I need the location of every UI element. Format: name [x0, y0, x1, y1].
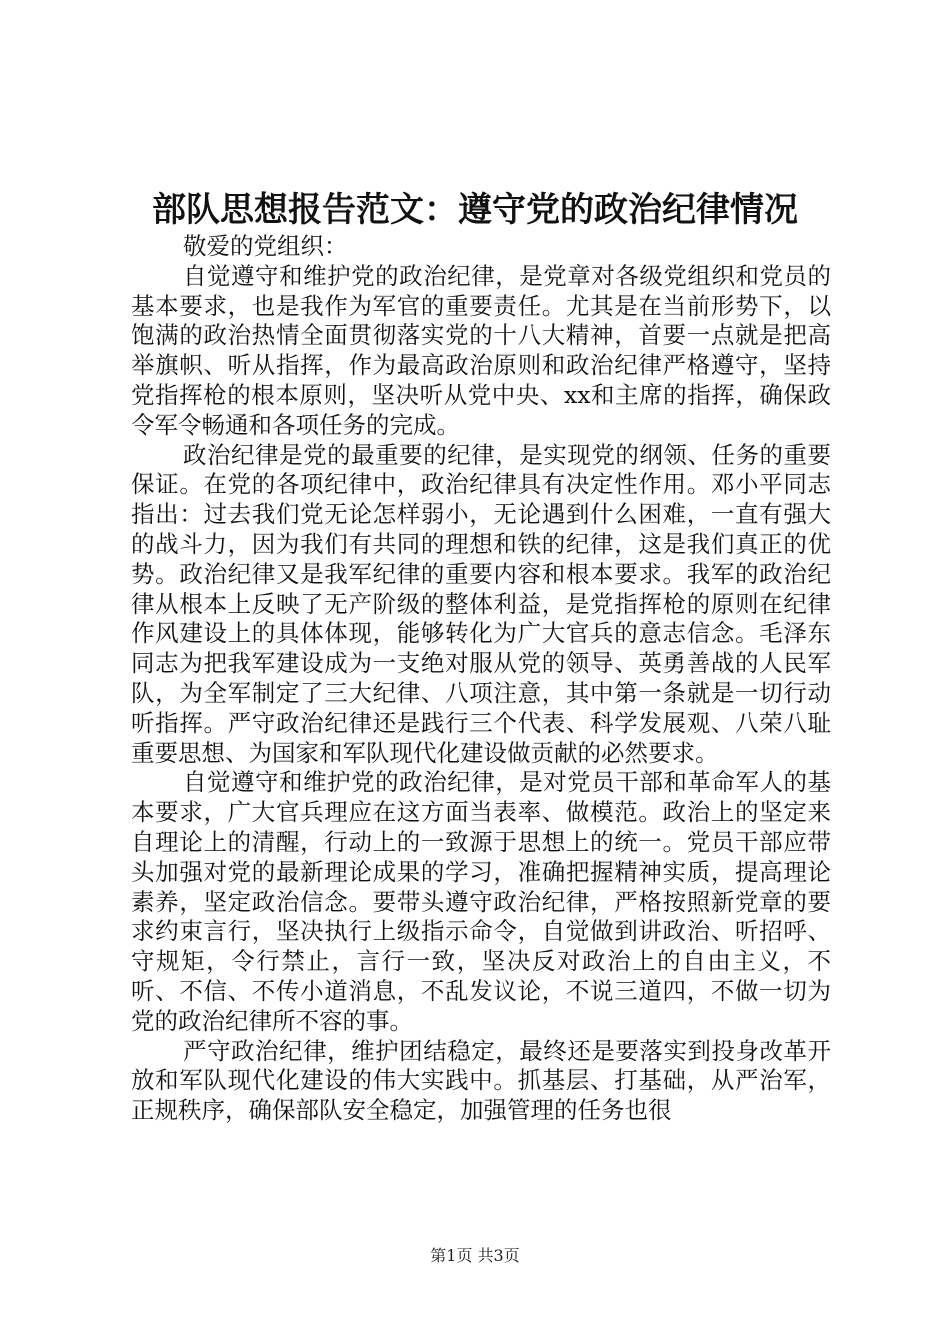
paragraph-1: 自觉遵守和维护党的政治纪律，是党章对各级党组织和党员的基本要求，也是我作为军官的重要责任。尤其是在当前形势下，以饱满的政治热情全面贯彻落实党的十八大精神，首要一点就是把高举旗帜、听从指挥，作为最高政治原则和政治纪律严格遵守，坚持党指挥枪的根本原则，坚决听从党中央、xx和主席的指挥，确保政令军令畅通和各项任务的完成。 [131, 261, 831, 439]
page-number-footer: 第1页 共3页 [430, 1246, 520, 1265]
document-body [131, 232, 831, 1126]
document-title: 部队思想报告范文：遵守党的政治纪律情况 [152, 190, 798, 230]
paragraph-2: 政治纪律是党的最重要的纪律，是实现党的纲领、任务的重要保证。在党的各项纪律中，政治纪律具有决定性作用。邓小平同志指出：过去我们党无论怎样弱小，无论遇到什么困难，一直有强大的战斗力，因为我们有共同的理想和铁的纪律，这是我们真正的优势。政治纪律又是我军纪律的重要内容和根本要求。我军的政治纪律从根本上反映了无产阶级的整体利益，是党指挥枪的原则在纪律作风建设上的具体体现，能够转化为广大官兵的意志信念。毛泽东同志为把我军建设成为一支绝对服从党的领导、英勇善战的人民军队，为全军制定了三大纪律、八项注意，其中第一条就是一切行动听指挥。严守政治纪律还是践行三个代表、科学发展观、八荣八耻重要思想、为国家和军队现代化建设做贡献的必然要求。 [131, 440, 831, 767]
paragraph-3: 自觉遵守和维护党的政治纪律，是对党员干部和革命军人的基本要求，广大官兵理应在这方面当表率、做模范。政治上的坚定来自理论上的清醒，行动上的一致源于思想上的统一。党员干部应带头加强对党的最新理论成果的学习，准确把握精神实质，提高理论素养，坚定政治信念。要带头遵守政治纪律，严格按照新党章的要求约束言行，坚决执行上级指示命令，自觉做到讲政治、听招呼、守规矩，令行禁止，言行一致，坚决反对政治上的自由主义，不听、不信、不传小道消息，不乱发议论，不说三道四，不做一切为党的政治纪律所不容的事。 [131, 768, 831, 1035]
paragraph-4: 严守政治纪律，维护团结稳定，最终还是要落实到投身改革开放和军队现代化建设的伟大实践中。抓基层、打基础，从严治军，正规秩序，确保部队安全稳定，加强管理的任务也很 [131, 1036, 831, 1125]
salutation: 敬爱的党组织： [183, 232, 348, 260]
